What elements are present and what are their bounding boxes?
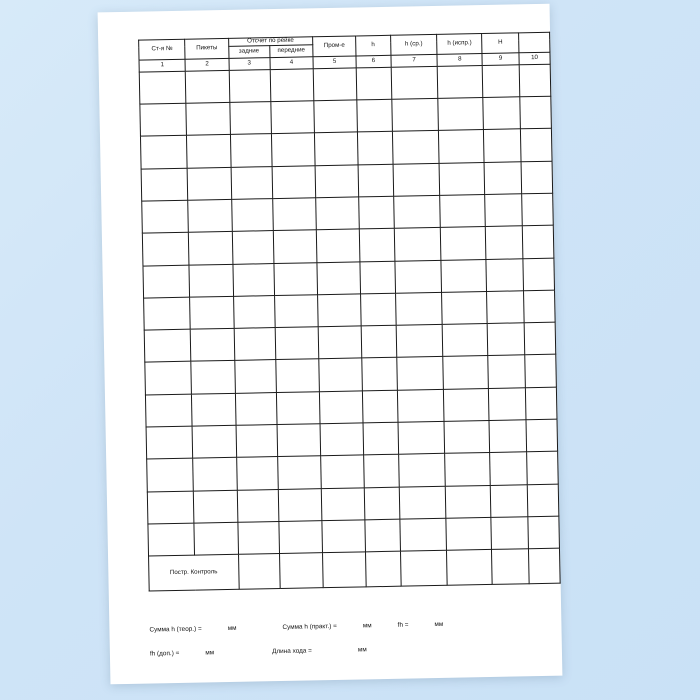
- header-rod-reading: Отсчет по рейке: [228, 37, 313, 46]
- table-cell[interactable]: [236, 457, 278, 490]
- header-extra: [518, 32, 549, 52]
- table-cell[interactable]: [142, 200, 189, 233]
- table-cell[interactable]: [273, 230, 317, 263]
- table-cell[interactable]: [237, 521, 279, 554]
- table-cell[interactable]: [192, 393, 236, 426]
- col-number: 1: [139, 59, 186, 72]
- table-cell[interactable]: [194, 522, 238, 555]
- table-cell[interactable]: [272, 165, 316, 198]
- table-cell[interactable]: [191, 361, 235, 394]
- table-cell[interactable]: [364, 487, 399, 520]
- table-cell[interactable]: [229, 69, 271, 102]
- table-cell[interactable]: [486, 258, 523, 291]
- table-cell[interactable]: [359, 229, 394, 262]
- table-cell[interactable]: [398, 421, 445, 454]
- table-cell[interactable]: [144, 329, 191, 362]
- table-cell[interactable]: [188, 167, 232, 200]
- table-cell[interactable]: [140, 103, 187, 136]
- table-cell[interactable]: [441, 227, 487, 260]
- table-cell[interactable]: [394, 228, 441, 261]
- table-cell[interactable]: [400, 551, 447, 587]
- sum-h-theor-label: Сумма h (теор.) =: [149, 625, 202, 634]
- table-cell[interactable]: [276, 359, 320, 392]
- table-cell[interactable]: [392, 98, 439, 131]
- table-cell[interactable]: [231, 199, 273, 232]
- table-cell[interactable]: [397, 389, 444, 422]
- table-cell[interactable]: [483, 97, 520, 130]
- table-cell[interactable]: [238, 554, 280, 590]
- table-cell[interactable]: [438, 98, 484, 131]
- table-cell[interactable]: [527, 484, 559, 517]
- table-cell[interactable]: [356, 67, 391, 100]
- table-cell[interactable]: [145, 362, 192, 395]
- table-cell[interactable]: [313, 68, 357, 101]
- col-number: 2: [185, 58, 228, 71]
- table-cell[interactable]: [144, 297, 191, 330]
- table-cell[interactable]: [366, 551, 401, 587]
- table-cell[interactable]: [236, 425, 278, 458]
- table-cell[interactable]: [193, 425, 237, 458]
- table-cell[interactable]: [361, 325, 396, 358]
- table-cell[interactable]: [316, 197, 360, 230]
- col-number: 10: [519, 52, 550, 65]
- table-cell[interactable]: [277, 456, 321, 489]
- table-cell[interactable]: [365, 519, 400, 552]
- table-cell[interactable]: [492, 549, 529, 585]
- col-number: 8: [437, 53, 482, 66]
- table-cell[interactable]: [525, 387, 557, 420]
- table-cell[interactable]: [393, 195, 440, 228]
- header-h-avg: h (ср.): [390, 34, 437, 55]
- table-cell[interactable]: [270, 69, 314, 102]
- sum-h-pract-label: Сумма h (практ.) =: [282, 622, 337, 631]
- table-cell[interactable]: [194, 490, 238, 523]
- table-cell[interactable]: [491, 517, 528, 550]
- table-cell[interactable]: [393, 163, 440, 196]
- table-cell[interactable]: [189, 264, 233, 297]
- table-cell[interactable]: [363, 422, 398, 455]
- table-cell[interactable]: [442, 324, 488, 357]
- table-cell[interactable]: [391, 66, 438, 99]
- table-cell[interactable]: [488, 355, 525, 388]
- table-cell[interactable]: [230, 134, 272, 167]
- table-cell[interactable]: [362, 390, 397, 423]
- header-h: h: [356, 35, 391, 55]
- table-cell[interactable]: [315, 132, 359, 165]
- table-cell[interactable]: [441, 259, 487, 292]
- table-cell[interactable]: [527, 452, 559, 485]
- table-cell[interactable]: [233, 263, 275, 296]
- table-cell[interactable]: [447, 550, 493, 586]
- table-cell[interactable]: [235, 392, 277, 425]
- table-cell[interactable]: [186, 102, 230, 135]
- table-header-row-1: [139, 32, 550, 48]
- table-cell[interactable]: [445, 453, 491, 486]
- table-cell[interactable]: [272, 198, 316, 231]
- table-cell[interactable]: [186, 70, 230, 103]
- control-row-label: Постр. Контроль: [149, 555, 239, 592]
- table-cell[interactable]: [444, 388, 490, 421]
- table-cell[interactable]: [520, 129, 552, 162]
- table-cell[interactable]: [440, 194, 486, 227]
- table-cell[interactable]: [437, 65, 483, 98]
- table-cell[interactable]: [275, 327, 319, 360]
- table-cell[interactable]: [485, 194, 522, 227]
- table-cell[interactable]: [147, 491, 194, 524]
- table-cell[interactable]: [188, 199, 232, 232]
- table-cell[interactable]: [360, 261, 395, 294]
- table-cell[interactable]: [141, 168, 188, 201]
- table-cell[interactable]: [446, 485, 492, 518]
- table-cell[interactable]: [274, 262, 318, 295]
- table-cell[interactable]: [358, 164, 393, 197]
- table-cell[interactable]: [523, 290, 555, 323]
- header-rod-front: передние: [269, 45, 313, 58]
- table-cell[interactable]: [524, 322, 556, 355]
- table-cell[interactable]: [319, 391, 363, 424]
- fh-allowed-label: fh (доп.) =: [149, 649, 180, 658]
- table-cell[interactable]: [278, 488, 322, 521]
- header-rod-back: задние: [228, 45, 269, 58]
- paper-sheet-content: [98, 4, 563, 685]
- col-number: 3: [229, 57, 270, 70]
- table-cell[interactable]: [528, 548, 560, 584]
- table-cell[interactable]: [140, 136, 187, 169]
- header-elevation: H: [482, 33, 519, 54]
- table-cell[interactable]: [442, 291, 488, 324]
- fh-allowed-unit: мм: [205, 649, 215, 657]
- table-cell[interactable]: [523, 258, 555, 291]
- table-cell[interactable]: [522, 193, 554, 226]
- table-cell[interactable]: [490, 484, 527, 517]
- table-cell[interactable]: [316, 229, 360, 262]
- table-cell[interactable]: [364, 455, 399, 488]
- table-cell[interactable]: [398, 454, 445, 487]
- table-cell[interactable]: [400, 518, 447, 551]
- table-cell[interactable]: [525, 355, 557, 388]
- table-cell[interactable]: [139, 71, 186, 104]
- table-cell[interactable]: [147, 459, 194, 492]
- table-cell[interactable]: [148, 523, 195, 556]
- table-cell[interactable]: [396, 325, 443, 358]
- table-cell[interactable]: [526, 419, 558, 452]
- table-cell[interactable]: [321, 455, 365, 488]
- table-cell[interactable]: [187, 135, 231, 168]
- header-pickets: Пикеты: [185, 38, 228, 59]
- table-cell[interactable]: [193, 458, 237, 491]
- table-cell[interactable]: [191, 329, 235, 362]
- table-cell[interactable]: [439, 130, 485, 163]
- table-cell[interactable]: [318, 294, 362, 327]
- table-cell[interactable]: [323, 552, 367, 588]
- table-cell[interactable]: [444, 421, 490, 454]
- table-cell[interactable]: [399, 486, 446, 519]
- table-cell[interactable]: [234, 328, 276, 361]
- table-cell[interactable]: [392, 131, 439, 164]
- table-cell[interactable]: [446, 517, 492, 550]
- table-cell[interactable]: [322, 520, 366, 553]
- table-cell[interactable]: [487, 291, 524, 324]
- table-cell[interactable]: [237, 489, 279, 522]
- table-cell[interactable]: [489, 420, 526, 453]
- table-cell[interactable]: [396, 357, 443, 390]
- table-cell[interactable]: [319, 358, 363, 391]
- table-cell[interactable]: [489, 388, 526, 421]
- col-number: 6: [356, 55, 391, 68]
- fh-label: fh =: [397, 621, 409, 629]
- table-cell[interactable]: [362, 358, 397, 391]
- table-cell[interactable]: [274, 295, 318, 328]
- table-cell[interactable]: [357, 132, 392, 165]
- table-cell[interactable]: [522, 225, 554, 258]
- table-cell[interactable]: [231, 166, 273, 199]
- table-cell[interactable]: [519, 64, 551, 97]
- sum-h-pract-unit: мм: [362, 622, 372, 630]
- table-cell[interactable]: [318, 326, 362, 359]
- table-cell[interactable]: [443, 356, 489, 389]
- table-cell[interactable]: [395, 260, 442, 293]
- table-cell[interactable]: [145, 394, 192, 427]
- leveling-journal-table: [138, 32, 561, 592]
- route-length-unit: мм: [357, 646, 367, 654]
- table-body: [139, 64, 560, 591]
- table-cell[interactable]: [189, 232, 233, 265]
- table-cell[interactable]: [229, 102, 271, 135]
- control-row[interactable]: [149, 548, 561, 591]
- table-cell[interactable]: [271, 101, 315, 134]
- table-cell[interactable]: [321, 488, 365, 521]
- table-cell[interactable]: [277, 424, 321, 457]
- table-cell[interactable]: [359, 196, 394, 229]
- table-cell[interactable]: [232, 231, 274, 264]
- table-cell[interactable]: [320, 423, 364, 456]
- fh-unit: мм: [434, 620, 444, 629]
- table-cell[interactable]: [361, 293, 396, 326]
- col-number: 5: [313, 56, 356, 69]
- table-cell[interactable]: [271, 133, 315, 166]
- table-cell[interactable]: [482, 65, 519, 98]
- table-cell[interactable]: [528, 516, 560, 549]
- table-cell[interactable]: [484, 162, 521, 195]
- paper-sheet: [98, 4, 563, 685]
- table-cell[interactable]: [484, 129, 521, 162]
- table-cell[interactable]: [190, 296, 234, 329]
- table-cell[interactable]: [142, 232, 189, 265]
- table-cell[interactable]: [357, 99, 392, 132]
- header-station: Ст-я №: [139, 39, 186, 60]
- route-length-label: Длина хода =: [272, 647, 312, 656]
- sum-h-theor-unit: мм: [227, 624, 237, 633]
- table-cell[interactable]: [146, 426, 193, 459]
- table-cell[interactable]: [315, 165, 359, 198]
- table-cell[interactable]: [486, 226, 523, 259]
- table-cell[interactable]: [490, 452, 527, 485]
- table-cell[interactable]: [520, 96, 552, 129]
- header-h-corrected: h (испр.): [437, 34, 482, 55]
- table-cell[interactable]: [317, 262, 361, 295]
- col-number: 7: [391, 54, 438, 67]
- table-cell[interactable]: [487, 323, 524, 356]
- table-cell[interactable]: [521, 161, 553, 194]
- header-intermediate: Пром-е: [313, 36, 356, 57]
- table-cell[interactable]: [395, 292, 442, 325]
- col-number: 4: [270, 57, 314, 70]
- totals-line-2: [150, 646, 367, 657]
- totals-line-1: [149, 621, 443, 634]
- table-cell[interactable]: [314, 100, 358, 133]
- table-cell[interactable]: [279, 521, 323, 554]
- table-cell[interactable]: [439, 162, 485, 195]
- table-cell[interactable]: [143, 265, 190, 298]
- table-cell[interactable]: [234, 360, 276, 393]
- col-number: 9: [482, 53, 519, 66]
- table-cell[interactable]: [233, 295, 275, 328]
- table-cell[interactable]: [276, 391, 320, 424]
- table-cell[interactable]: [279, 553, 323, 589]
